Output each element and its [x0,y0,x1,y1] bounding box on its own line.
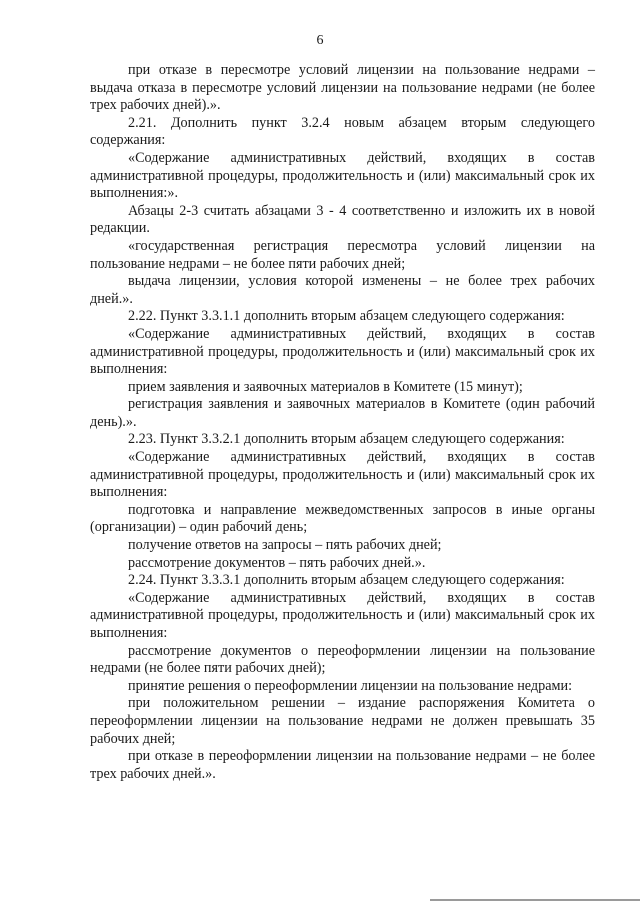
paragraph: при отказе в переоформлении лицензии на пользование недрами – не более трех рабочих дней.». [90,748,595,782]
paragraph: прием заявления и заявочных материалов в Комитете (15 минут); [128,378,523,395]
paragraph: 2.23. Пункт 3.3.2.1 дополнить вторым абзацем следующего содержания: [128,431,565,448]
paragraph: «Содержание административных действий, входящих в состав административной процедуры, продолжительность и (или) максимальный срок их выполнения: [90,325,595,378]
paragraph: Абзацы 2-3 считать абзацами 3 - 4 соответственно и изложить их в новой редакции. [90,202,595,237]
paragraph: «Содержание административных действий, входящих в состав административной процедуры, продолжительность и (или) максимальный срок их выполнения: [90,449,595,501]
paragraph: получение ответов на запросы – пять рабочих дней; [128,537,442,554]
page-number: 6 [316,33,324,48]
paragraph: «государственная регистрация пересмотра условий лицензии на пользование недрами – не более пяти рабочих дней; [90,237,595,272]
paragraph: 2.24. Пункт 3.3.3.1 дополнить вторым абзацем следующего содержания: [128,572,565,589]
paragraph: «Содержание административных действий, входящих в состав административной процедуры, продолжительность и (или) максимальный срок их выполнения:». [90,149,595,202]
scan-edge-line [430,899,640,901]
paragraph: регистрация заявления и заявочных материалов в Комитете (один рабочий день).». [90,396,595,430]
paragraph: 2.22. Пункт 3.3.1.1 дополнить вторым абзацем следующего содержания: [128,308,565,325]
paragraph: подготовка и направление межведомственных запросов в иные органы (организации) – один рабочий день; [90,501,595,536]
paragraph: 2.21. Дополнить пункт 3.2.4 новым абзацем вторым следующего содержания: [90,114,595,149]
document-body [90,62,595,783]
paragraph: «Содержание административных действий, входящих в состав административной процедуры, продолжительность и (или) максимальный срок их выполнения: [90,589,595,641]
paragraph: принятие решения о переоформлении лицензии на пользование недрами: [128,677,573,694]
paragraph: рассмотрение документов о переоформлении лицензии на пользование недрами (не более пяти рабочих дней); [90,642,595,677]
paragraph: рассмотрение документов – пять рабочих дней.». [128,554,426,571]
paragraph: выдача лицензии, условия которой изменены – не более трех рабочих дней.». [90,273,595,307]
paragraph: при положительном решении – издание распоряжения Комитета о переоформлении лицензии на пользование недрами не должен превышать 35 рабочих дней; [90,695,595,747]
paragraph: при отказе в пересмотре условий лицензии на пользование недрами – выдача отказа в пересмотре условий лицензии на пользование недрами (не более трех рабочих дней).». [90,62,595,114]
